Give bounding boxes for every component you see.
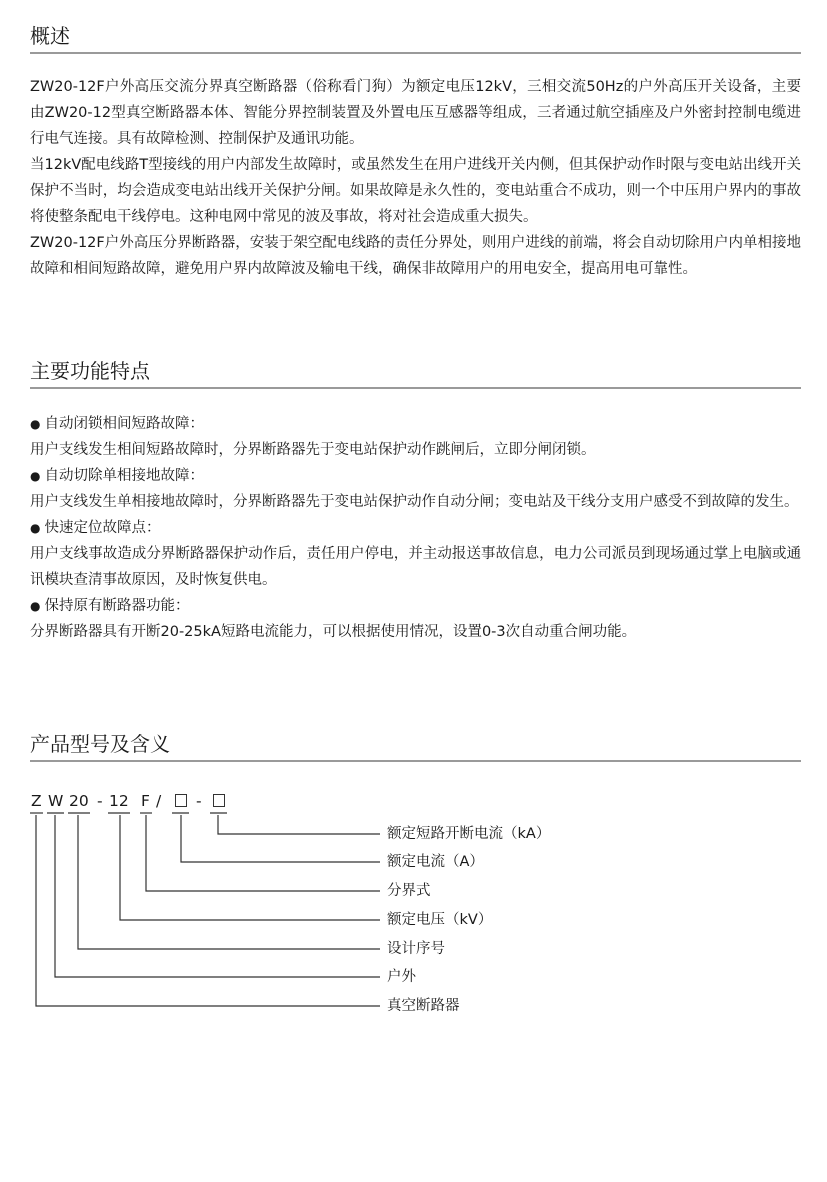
code-dash: - [97, 792, 103, 810]
label-design-number: 设计序号 [387, 941, 445, 957]
code-blank-box-icon [175, 794, 187, 807]
model-title: 产品型号及含义 [30, 730, 801, 762]
feature-body: 分界断路器具有开断20-25kA短路电流能力，可以根据使用情况，设置0-3次自动重合闸功能。 [30, 624, 637, 640]
feature-heading-text: 快速定位故障点： [44, 520, 161, 536]
overview-paragraph: ZW20-12F户外高压分界断路器，安装于架空配电线路的责任分界处，则用户进线的前端，将会自动切除用户内单相接地故障和相间短路故障，避免用户界内故障波及输电干线，确保非故障用户的用电安全，提高用电可靠性。 [30, 235, 801, 277]
leader-line-rated-current [181, 815, 380, 862]
label-vacuum-breaker: 真空断路器 [387, 998, 460, 1014]
overview-title: 概述 [30, 22, 801, 54]
overview-paragraph: 当12kV配电线路T型接线的用户内部发生故障时，或虽然发生在用户进线开关内侧，但其保护动作时限与变电站出线开关保护不当时，均会造成变电站出线开关保护分闸。如果故障是永久性的，变电站重合不成功，则一个中压用户界内的事故将使整条配电干线停电。这种电网中常见的波及事故，将对社会造成重大损失。 [30, 157, 801, 225]
bullet-icon: ● [30, 521, 41, 535]
feature-body: 用户支线发生单相接地故障时，分界断路器先于变电站保护动作自动分闸；变电站及干线分支用户感受不到故障的发生。 [30, 494, 799, 510]
leader-line-design-number [78, 815, 380, 949]
label-partition-type: 分界式 [387, 883, 431, 899]
bullet-icon: ● [30, 469, 41, 483]
leader-line-rated-breaking-current [218, 815, 380, 834]
code-f: F [141, 792, 150, 810]
label-rated-breaking-current: 额定短路开断电流（kA） [387, 826, 551, 842]
code-12: 12 [109, 792, 129, 810]
code-slash: / [156, 792, 162, 810]
features-title: 主要功能特点 [30, 357, 801, 389]
leader-line-outdoor [55, 815, 380, 977]
feature-heading-text: 自动切除单相接地故障： [44, 468, 204, 484]
feature-body: 用户支线发生相间短路故障时，分界断路器先于变电站保护动作跳闸后，立即分闸闭锁。 [30, 442, 596, 458]
feature-heading-text: 保持原有断路器功能： [44, 598, 190, 614]
label-rated-current: 额定电流（A） [387, 854, 484, 870]
feature-heading-text: 自动闭锁相间短路故障： [44, 416, 204, 432]
model-code [30, 790, 270, 814]
leader-line-rated-voltage [120, 815, 380, 920]
feature-body: 用户支线事故造成分界断路器保护动作后，责任用户停电，并主动报送事故信息，电力公司派员到现场通过掌上电脑或通讯模块查清事故原因，及时恢复供电。 [30, 546, 801, 588]
bullet-icon: ● [30, 599, 41, 613]
code-w: W [48, 792, 64, 810]
code-z: Z [31, 792, 42, 810]
code-20: 20 [69, 792, 89, 810]
bullet-icon: ● [30, 417, 41, 431]
overview-paragraph: ZW20-12F户外高压交流分界真空断路器（俗称看门狗）为额定电压12kV，三相交流50Hz的户外高压开关设备，主要由ZW20-12型真空断路器本体、智能分界控制装置及外置电压互感器等组成，三者通过航空插座及户外密封控制电缆进行电气连接。具有故障检测、控制保护及通讯功能。 [30, 79, 801, 147]
label-outdoor: 户外 [387, 969, 416, 985]
code-dash: - [196, 792, 202, 810]
label-rated-voltage: 额定电压（kV） [387, 912, 493, 928]
code-blank-box-icon [213, 794, 225, 807]
